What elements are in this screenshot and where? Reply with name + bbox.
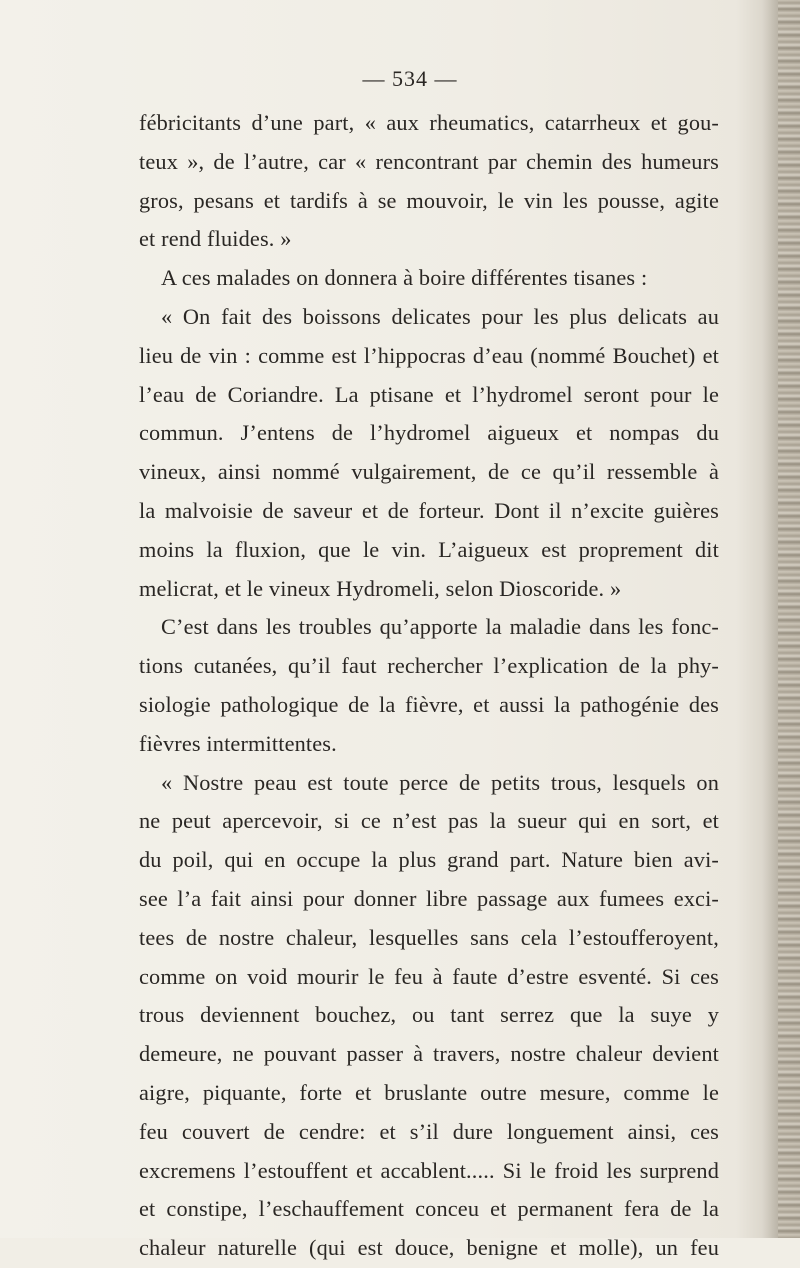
text-line: demeure, ne pouvant passer à travers, nostre chaleur devient	[139, 1041, 719, 1067]
text-line: comme on void mourir le feu à faute d’estre esventé. Si ces	[139, 963, 719, 989]
text-line: feu couvert de cendre: et s’il dure longuement ainsi, ces	[139, 1118, 719, 1144]
text-line: l’eau de Coriandre. La ptisane et l’hydromel seront pour le	[139, 381, 719, 407]
text-line: commun. J’entens de l’hydromel aigueux et nompas du	[139, 420, 719, 446]
text-line: « On fait des boissons delicates pour les plus delicats au	[161, 303, 719, 329]
text-line: moins la fluxion, que le vin. L’aigueux est proprement dit	[139, 536, 719, 562]
text-line: trous deviennent bouchez, ou tant serrez que la suye y	[139, 1002, 719, 1028]
text-line: siologie pathologique de la fièvre, et aussi la pathogénie des	[139, 691, 719, 717]
page-number: — 534 —	[362, 66, 458, 91]
text-line: fièvres intermittentes.	[139, 730, 337, 756]
text-line: excremens l’estouffent et accablent..... Si le froid les surprend	[139, 1157, 719, 1183]
text-line: « Nostre peau est toute perce de petits trous, lesquels on	[161, 769, 719, 795]
text-line: du poil, qui en occupe la plus grand part. Nature bien avi-	[139, 847, 719, 873]
text-line: et rend fluides. »	[139, 226, 292, 252]
text-line: teux », de l’autre, car « rencontrant par chemin des humeurs	[139, 148, 719, 174]
text-line: see l’a fait ainsi pour donner libre passage aux fumees exci-	[139, 885, 719, 911]
text-line: A ces malades on donnera à boire différentes tisanes :	[161, 265, 648, 291]
binding-shadow	[762, 0, 778, 1238]
text-line: vineux, ainsi nommé vulgairement, de ce qu’il ressemble à	[139, 459, 719, 485]
body-text	[139, 104, 719, 1268]
binding-edge	[778, 0, 800, 1238]
text-line: tions cutanées, qu’il faut rechercher l’explication de la phy-	[139, 653, 719, 679]
text-line: C’est dans les troubles qu’apporte la maladie dans les fonc-	[161, 614, 719, 640]
text-line: melicrat, et le vineux Hydromeli, selon Dioscoride. »	[139, 575, 622, 601]
text-line: gros, pesans et tardifs à se mouvoir, le vin les pousse, agite	[139, 187, 719, 213]
text-line: la malvoisie de saveur et de forteur. Dont il n’excite guières	[139, 497, 719, 523]
text-line: chaleur naturelle (qui est douce, benigne et molle), un feu	[139, 1235, 719, 1261]
text-line: ne peut apercevoir, si ce n’est pas la sueur qui en sort, et	[139, 808, 719, 834]
text-line: et constipe, l’eschauffement conceu et permanent fera de la	[139, 1196, 719, 1222]
text-line: aigre, piquante, forte et bruslante outre mesure, comme le	[139, 1079, 719, 1105]
text-line: lieu de vin : comme est l’hippocras d’eau (nommé Bouchet) et	[139, 342, 719, 368]
text-line: tees de nostre chaleur, lesquelles sans cela l’estoufferoyent,	[139, 924, 719, 950]
text-line: fébricitants d’une part, « aux rheumatics, catarrheux et gou-	[139, 110, 719, 135]
